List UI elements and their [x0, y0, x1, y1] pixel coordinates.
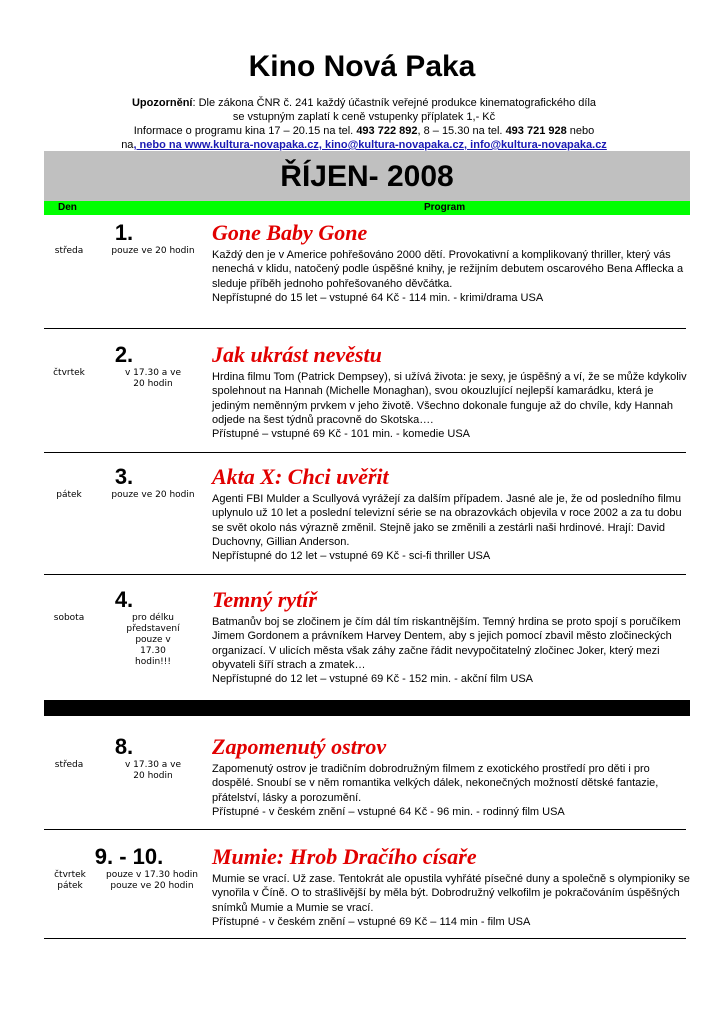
entry-time: pouze ve 20 hodin: [111, 246, 195, 256]
entry-date: 3.: [114, 464, 134, 489]
film-title: Zapomenutý ostrov: [212, 734, 387, 759]
column-program: Program: [424, 202, 466, 213]
entry-day: sobota: [53, 613, 85, 623]
notice-block: [44, 96, 684, 152]
film-info: Přístupné – vstupné 69 Kč - 101 min. - komedie USA: [212, 428, 471, 441]
entry-time: pouze ve 20 hodin: [111, 490, 195, 500]
film-info: Nepřístupné do 12 let – vstupné 69 Kč - sci-fi thriller USA: [212, 550, 491, 563]
page-title: Kino Nová Paka: [248, 50, 476, 83]
divider: [44, 829, 686, 830]
film-info: Přístupné - v českém znění – vstupné 69 Kč – 114 min - film USA: [212, 915, 531, 928]
film-info: Nepřístupné do 15 let – vstupné 64 Kč - 114 min. - krimi/drama USA: [212, 291, 544, 304]
entry-day: středa: [54, 760, 84, 770]
entry-time: v 17.30 a ve 20 hodin: [124, 760, 182, 781]
film-synopsis: Mumie se vrací. Už zase. Tentokrát ale opustila vyhřáté písečné duny a společně s olympioniky se vynořila v Číně. O to strašlivější by měla být. Dobrodružný velkofilm je pokračováním úspěšných snímků Mumie a Mumie se vrací.: [212, 873, 690, 914]
film-description: [212, 492, 690, 563]
divider: [44, 938, 686, 939]
film-title: Temný rytíř: [212, 587, 317, 612]
entry-date: 1.: [114, 220, 134, 245]
separator-bar: [44, 700, 690, 716]
film-title: Jak ukrást nevěstu: [212, 342, 382, 367]
phone-1: 493 722 892: [356, 125, 418, 137]
notice-text-2: se vstupným zaplatí k ceně vstupenky příplatek 1,- Kč: [232, 111, 496, 123]
info-prefix: Informace o programu kina 17 – 20.15 na tel.: [133, 125, 354, 137]
links-prefix: na: [121, 139, 134, 151]
divider: [44, 328, 686, 329]
divider: [44, 574, 686, 575]
entry-date: 2.: [114, 342, 134, 367]
film-description: [212, 615, 690, 686]
column-header-bar: [44, 201, 690, 215]
film-info: Nepřístupné do 12 let – vstupné 69 Kč - 152 min. - akční film USA: [212, 673, 533, 686]
entry-time: pro délku představení pouze v 17.30 hodin!!!: [126, 613, 180, 667]
film-synopsis: Batmanův boj se zločinem je čím dál tím riskantnějším. Temný hrdina se proto spojí s poručíkem Jimem Gordonem a právníkem Harvey Dentem, aby s jejich pomocí zbavil město zločineckých organizací. V ulicích města však záhy začne řádit nevypočitatelný zločinec Joker, který mezi obyvateli šíří strach a zmatek…: [212, 616, 681, 671]
notice-label: Upozornění: [131, 97, 193, 109]
entry-day: středa: [54, 246, 84, 256]
notice-text-1: : Dle zákona ČNR č. 241 každý účastník veřejné produkce kinematografického díla: [192, 97, 597, 109]
contact-links[interactable]: , nebo na www.kultura-novapaka.cz, kino@kultura-novapaka.cz, info@kultura-novapaka.cz: [133, 139, 607, 151]
film-title: Gone Baby Gone: [212, 220, 368, 245]
entry-date: 4.: [114, 587, 134, 612]
film-synopsis: Zapomenutý ostrov je tradičním dobrodružným filmem z exotického prostředí pro děti i pro dospělé. Snoubí se v něm romantika velkých dálek, nekonečných možností dětské fantazie, přátelství, lásky a porozumění.: [212, 763, 659, 804]
film-title: Akta X: Chci uvěřit: [212, 464, 389, 489]
film-description: [212, 872, 690, 929]
divider: [44, 452, 686, 453]
info-suffix: nebo: [569, 125, 595, 137]
entry-day: čtvrtek pátek: [54, 870, 86, 891]
month-heading: ŘÍJEN- 2008: [44, 151, 690, 201]
film-description: [212, 248, 690, 305]
film-description: [212, 762, 690, 819]
entry-date: 9. - 10.: [94, 844, 164, 869]
film-synopsis: Agenti FBI Mulder a Scullyová vyrážejí za dalším případem. Jasné ale je, že od posledního filmu uplynulo už 10 let a poslední televizní série se na obrazovkách objevila v roce 2002 a za tu dobu se svět okolo nás výrazně změnil. Stejně jako se změnili a zestárli naši hrdinové. Hrají: David Duchovny, Gillian Anderson.: [212, 493, 682, 548]
entry-day: čtvrtek: [53, 368, 85, 378]
phone-2: 493 721 928: [505, 125, 567, 137]
entry-time: v 17.30 a ve 20 hodin: [124, 368, 182, 389]
column-day: Den: [58, 202, 77, 213]
entry-time: pouze v 17.30 hodin pouze ve 20 hodin: [106, 870, 198, 891]
film-description: [212, 370, 690, 441]
entry-day: pátek: [56, 490, 82, 500]
film-title: Mumie: Hrob Dračího císaře: [212, 844, 477, 869]
entry-date: 8.: [114, 734, 134, 759]
info-middle: , 8 – 15.30 na tel.: [417, 125, 503, 137]
film-synopsis: Hrdina filmu Tom (Patrick Dempsey), si užívá života: je sexy, je úspěšný a ví, že se může kdykoliv spolehnout na Hannah (Michelle Monaghan), svou okouzlující nejlepší kamarádku, která je jediným neměnným prvkem v jeho životě. Všechno dokonale funguje až do chvíle, kdy Hannah odjede na šest týdnů pracovně do Skotska….: [212, 371, 687, 426]
film-synopsis: Každý den je v Americe pohřešováno 2000 dětí. Provokativní a komplikovaný thriller, který vás nenechá v klidu, natočený podle úspěšné knihy, je režijním debutem oscarového Bena Afflecka a sleduje příběh jednoho pohřešovaného děvčátka.: [212, 249, 684, 290]
film-info: Přístupné - v českém znění – vstupné 64 Kč - 96 min. - rodinný film USA: [212, 805, 565, 818]
